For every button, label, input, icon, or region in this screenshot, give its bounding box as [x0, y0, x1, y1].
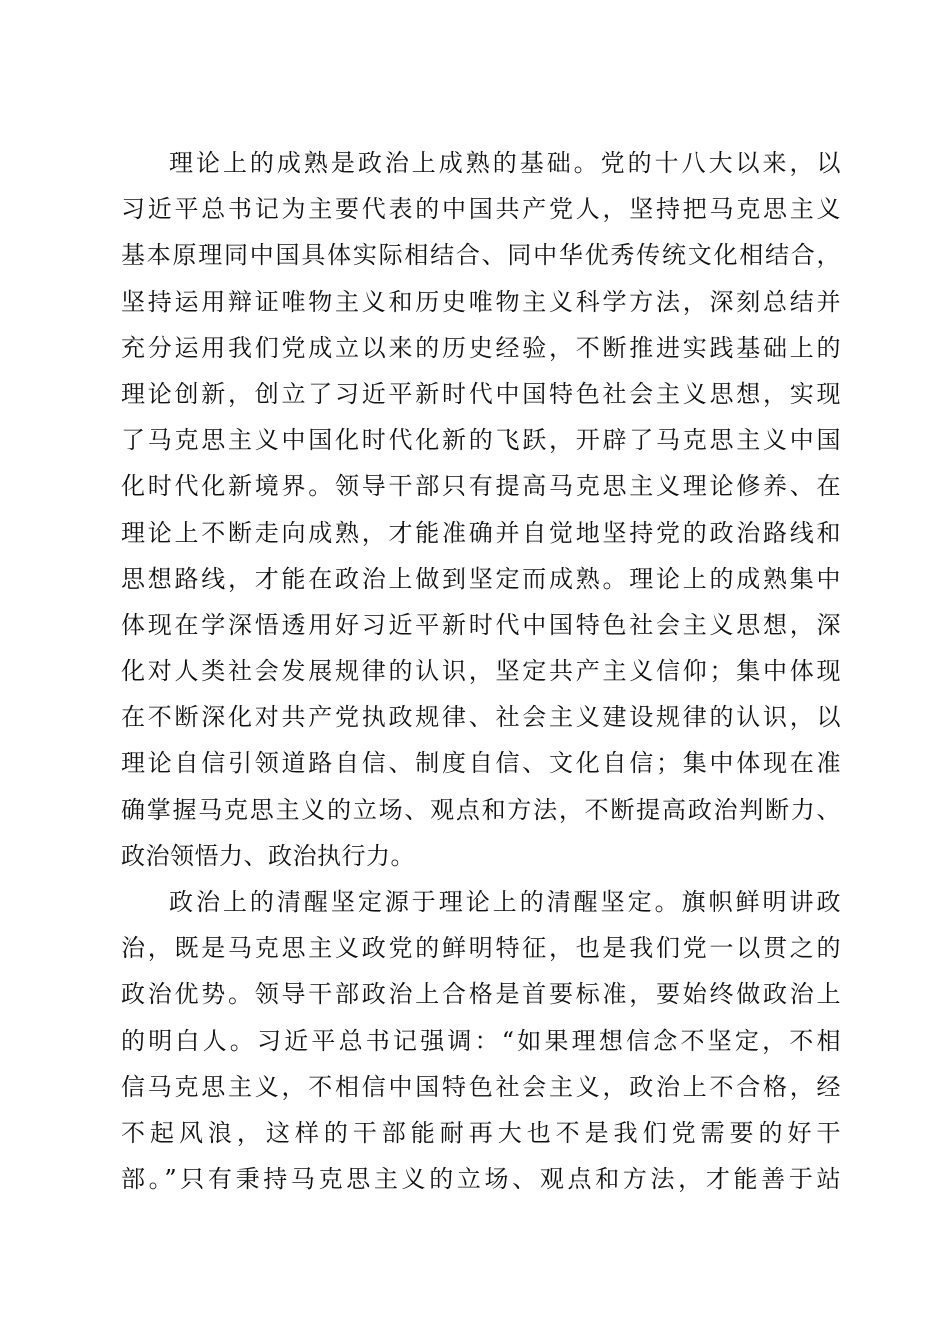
- paragraph-1-line: 理论上的成熟是政治上成熟的基础。党的十八大以来，以: [169, 149, 841, 177]
- paragraph-1-line: 在不断深化对共产党执政规律、社会主义建设规律的认识，以: [121, 703, 841, 732]
- document-body: [121, 140, 841, 1202]
- paragraph-1-line: 确掌握马克思主义的立场、观点和方法，不断提高政治判断力、: [121, 795, 841, 824]
- paragraph-2-line: 信马克思主义，不相信中国特色社会主义，政治上不合格，经: [121, 1072, 841, 1101]
- paragraph-1-line: 习近平总书记为主要代表的中国共产党人，坚持把马克思主义: [121, 195, 841, 224]
- paragraph-1-line: 理论创新，创立了习近平新时代中国特色社会主义思想，实现: [121, 379, 841, 408]
- paragraph-1-line: 体现在学深悟透用好习近平新时代中国特色社会主义思想，深: [121, 610, 841, 639]
- paragraph-1-line: 化时代化新境界。领导干部只有提高马克思主义理论修养、在: [121, 472, 841, 501]
- paragraph-1-line: 思想路线，才能在政治上做到坚定而成熟。理论上的成熟集中: [121, 564, 841, 593]
- paragraph-2-line: 政治优势。领导干部政治上合格是首要标准，要始终做政治上: [121, 980, 841, 1009]
- paragraph-1-line: 政治领悟力、政治执行力。: [121, 841, 415, 870]
- paragraph-1-line: 充分运用我们党成立以来的历史经验，不断推进实践基础上的: [121, 333, 841, 362]
- paragraph-1-line: 化对人类社会发展规律的认识，坚定共产主义信仰；集中体现: [121, 657, 841, 686]
- paragraph-2-line: 不起风浪，这样的干部能耐再大也不是我们党需要的好干: [121, 1118, 841, 1147]
- paragraph-1-line: 基本原理同中国具体实际相结合、同中华优秀传统文化相结合，: [121, 241, 841, 270]
- paragraph-2-line: 政治上的清醒坚定源于理论上的清醒坚定。旗帜鲜明讲政: [169, 888, 841, 916]
- paragraph-2-line: 部。”只有秉持马克思主义的立场、观点和方法，才能善于站: [121, 1165, 841, 1194]
- paragraph-1-line: 坚持运用辩证唯物主义和历史唯物主义科学方法，深刻总结并: [121, 287, 841, 316]
- paragraph-1-line: 了马克思主义中国化时代化新的飞跃，开辟了马克思主义中国: [121, 426, 841, 455]
- paragraph-1-line: 理论自信引领道路自信、制度自信、文化自信；集中体现在准: [121, 749, 841, 778]
- paragraph-1-line: 理论上不断走向成熟，才能准确并自觉地坚持党的政治路线和: [121, 518, 841, 547]
- paragraph-2-line: 治，既是马克思主义政党的鲜明特征，也是我们党一以贯之的: [121, 934, 841, 963]
- paragraph-2-line: 的明白人。习近平总书记强调：“如果理想信念不坚定，不相: [121, 1026, 841, 1055]
